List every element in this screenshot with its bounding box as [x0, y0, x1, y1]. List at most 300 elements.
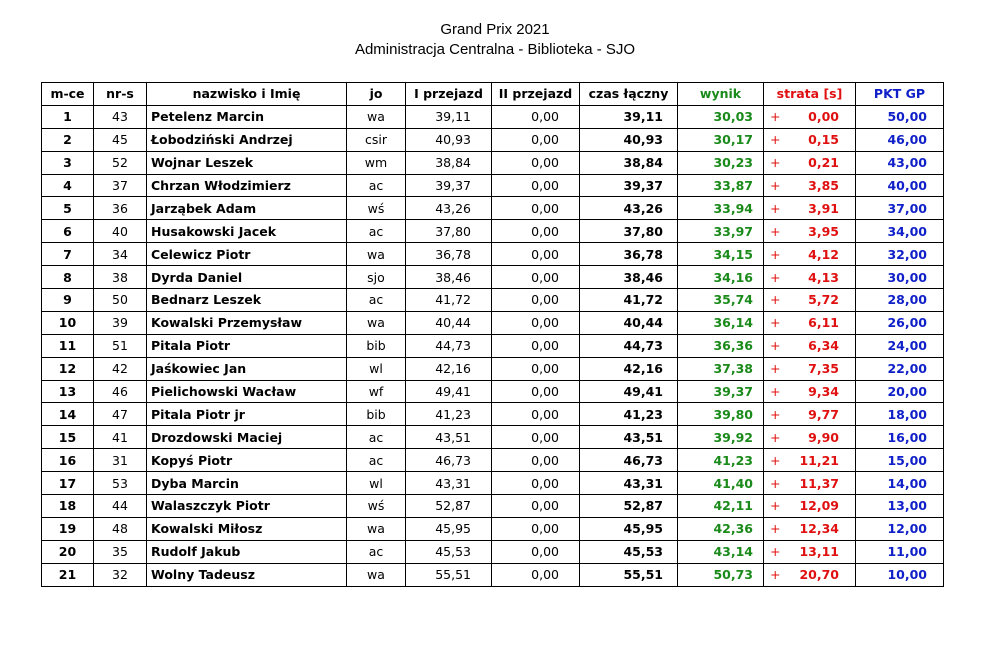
strata-plus-sign: +: [770, 406, 781, 422]
cell-wynik: 35,74: [678, 289, 764, 312]
cell-wynik: 36,14: [678, 311, 764, 334]
strata-value: 11,37: [799, 475, 839, 491]
table-row: [42, 243, 944, 266]
cell-strata: [764, 334, 856, 357]
cell-run2: 0,00: [492, 151, 580, 174]
strata-wrap: [768, 453, 851, 468]
cell-place: 13: [42, 380, 94, 403]
cell-name: Kowalski Przemysław: [147, 311, 347, 334]
cell-wynik: 39,92: [678, 426, 764, 449]
strata-plus-sign: +: [770, 498, 781, 514]
page-subtitle: Administracja Centralna - Biblioteka - SJO: [354, 41, 636, 58]
table-row: [42, 266, 944, 289]
cell-strata: [764, 472, 856, 495]
cell-run2: 0,00: [492, 540, 580, 563]
cell-name: Kopyś Piotr: [147, 449, 347, 472]
cell-jo: ac: [347, 289, 406, 312]
cell-total: 43,26: [580, 197, 678, 220]
cell-pkt: 26,00: [856, 311, 944, 334]
cell-strata: [764, 128, 856, 151]
cell-name: Drozdowski Maciej: [147, 426, 347, 449]
cell-jo: wa: [347, 311, 406, 334]
cell-jo: bib: [347, 403, 406, 426]
cell-place: 21: [42, 563, 94, 586]
cell-place: 2: [42, 128, 94, 151]
cell-strata: [764, 563, 856, 586]
cell-run2: 0,00: [492, 449, 580, 472]
strata-plus-sign: +: [770, 544, 781, 560]
cell-run2: 0,00: [492, 128, 580, 151]
cell-run2: 0,00: [492, 426, 580, 449]
cell-place: 5: [42, 197, 94, 220]
strata-plus-sign: +: [770, 384, 781, 400]
cell-nr: 47: [94, 403, 147, 426]
cell-strata: [764, 311, 856, 334]
cell-wynik: 33,87: [678, 174, 764, 197]
cell-wynik: 42,36: [678, 517, 764, 540]
cell-run2: 0,00: [492, 289, 580, 312]
strata-plus-sign: +: [770, 567, 781, 583]
cell-nr: 51: [94, 334, 147, 357]
cell-jo: ac: [347, 174, 406, 197]
cell-nr: 32: [94, 563, 147, 586]
cell-name: Pitala Piotr: [147, 334, 347, 357]
table-body: [42, 105, 944, 586]
cell-nr: 50: [94, 289, 147, 312]
cell-jo: sjo: [347, 266, 406, 289]
cell-name: Petelenz Marcin: [147, 105, 347, 128]
cell-jo: wś: [347, 495, 406, 518]
cell-run1: 42,16: [406, 357, 492, 380]
cell-pkt: 20,00: [856, 380, 944, 403]
cell-nr: 42: [94, 357, 147, 380]
cell-nr: 46: [94, 380, 147, 403]
cell-wynik: 50,73: [678, 563, 764, 586]
cell-nr: 34: [94, 243, 147, 266]
cell-strata: [764, 540, 856, 563]
strata-plus-sign: +: [770, 109, 781, 125]
cell-jo: wl: [347, 472, 406, 495]
table-row: [42, 289, 944, 312]
cell-total: 38,84: [580, 151, 678, 174]
cell-jo: wa: [347, 517, 406, 540]
cell-total: 41,72: [580, 289, 678, 312]
cell-run2: 0,00: [492, 334, 580, 357]
cell-total: 42,16: [580, 357, 678, 380]
cell-pkt: 28,00: [856, 289, 944, 312]
cell-jo: wl: [347, 357, 406, 380]
cell-name: Kowalski Miłosz: [147, 517, 347, 540]
cell-jo: wa: [347, 243, 406, 266]
strata-value: 9,34: [808, 384, 839, 400]
cell-run2: 0,00: [492, 403, 580, 426]
cell-jo: ac: [347, 449, 406, 472]
strata-wrap: [768, 201, 851, 216]
table-row: [42, 311, 944, 334]
cell-wynik: 39,37: [678, 380, 764, 403]
cell-place: 9: [42, 289, 94, 312]
strata-value: 0,21: [808, 155, 839, 171]
cell-total: 55,51: [580, 563, 678, 586]
page-title: Grand Prix 2021: [440, 21, 550, 38]
table-row: [42, 128, 944, 151]
header-pkt: PKT GP: [856, 83, 944, 106]
strata-plus-sign: +: [770, 429, 781, 445]
table-row: [42, 105, 944, 128]
cell-nr: 36: [94, 197, 147, 220]
cell-place: 11: [42, 334, 94, 357]
cell-pkt: 15,00: [856, 449, 944, 472]
cell-strata: [764, 517, 856, 540]
cell-pkt: 46,00: [856, 128, 944, 151]
strata-value: 9,77: [808, 406, 839, 422]
cell-strata: [764, 243, 856, 266]
cell-wynik: 37,38: [678, 357, 764, 380]
cell-pkt: 37,00: [856, 197, 944, 220]
strata-value: 20,70: [799, 567, 839, 583]
cell-place: 10: [42, 311, 94, 334]
cell-run2: 0,00: [492, 174, 580, 197]
table-row: [42, 563, 944, 586]
cell-pkt: 18,00: [856, 403, 944, 426]
cell-run2: 0,00: [492, 105, 580, 128]
cell-strata: [764, 357, 856, 380]
cell-place: 15: [42, 426, 94, 449]
cell-pkt: 22,00: [856, 357, 944, 380]
table-row: [42, 517, 944, 540]
table-row: [42, 540, 944, 563]
header-row: [42, 83, 944, 106]
strata-wrap: [768, 247, 851, 262]
strata-plus-sign: +: [770, 178, 781, 193]
strata-value: 0,15: [808, 132, 839, 148]
cell-pkt: 14,00: [856, 472, 944, 495]
cell-wynik: 33,94: [678, 197, 764, 220]
cell-pkt: 10,00: [856, 563, 944, 586]
cell-place: 1: [42, 105, 94, 128]
cell-wynik: 30,03: [678, 105, 764, 128]
strata-value: 6,11: [808, 315, 839, 331]
cell-name: Wolny Tadeusz: [147, 563, 347, 586]
cell-run1: 46,73: [406, 449, 492, 472]
table-row: [42, 174, 944, 197]
cell-strata: [764, 289, 856, 312]
strata-value: 12,34: [799, 521, 839, 537]
strata-value: 3,85: [808, 178, 839, 193]
cell-wynik: 39,80: [678, 403, 764, 426]
strata-plus-sign: +: [770, 315, 781, 331]
cell-pkt: 34,00: [856, 220, 944, 243]
cell-run2: 0,00: [492, 220, 580, 243]
table-row: [42, 357, 944, 380]
strata-value: 4,12: [808, 246, 839, 262]
strata-wrap: [768, 476, 851, 491]
cell-nr: 45: [94, 128, 147, 151]
cell-strata: [764, 403, 856, 426]
strata-value: 13,11: [799, 544, 839, 560]
strata-plus-sign: +: [770, 521, 781, 537]
cell-place: 17: [42, 472, 94, 495]
strata-plus-sign: +: [770, 292, 781, 308]
cell-run1: 40,93: [406, 128, 492, 151]
cell-wynik: 30,23: [678, 151, 764, 174]
header-nr: nr-s: [94, 83, 147, 106]
cell-jo: wś: [347, 197, 406, 220]
cell-nr: 53: [94, 472, 147, 495]
table-row: [42, 403, 944, 426]
cell-strata: [764, 380, 856, 403]
strata-value: 3,91: [808, 200, 839, 216]
header-wynik: wynik: [678, 83, 764, 106]
cell-name: Łobodziński Andrzej: [147, 128, 347, 151]
cell-run2: 0,00: [492, 563, 580, 586]
strata-wrap: [768, 567, 851, 582]
cell-jo: wf: [347, 380, 406, 403]
cell-run1: 43,51: [406, 426, 492, 449]
cell-run1: 43,26: [406, 197, 492, 220]
cell-pkt: 50,00: [856, 105, 944, 128]
strata-value: 9,90: [808, 429, 839, 445]
cell-place: 18: [42, 495, 94, 518]
cell-wynik: 34,16: [678, 266, 764, 289]
strata-value: 4,13: [808, 269, 839, 285]
cell-run1: 38,84: [406, 151, 492, 174]
cell-strata: [764, 105, 856, 128]
cell-pkt: 12,00: [856, 517, 944, 540]
cell-nr: 48: [94, 517, 147, 540]
strata-wrap: [768, 132, 851, 147]
strata-value: 12,09: [799, 498, 839, 514]
cell-strata: [764, 266, 856, 289]
strata-wrap: [768, 109, 851, 124]
cell-total: 40,44: [580, 311, 678, 334]
cell-nr: 43: [94, 105, 147, 128]
strata-wrap: [768, 270, 851, 285]
cell-pkt: 43,00: [856, 151, 944, 174]
cell-nr: 37: [94, 174, 147, 197]
strata-value: 7,35: [808, 361, 839, 377]
cell-run2: 0,00: [492, 357, 580, 380]
cell-total: 45,95: [580, 517, 678, 540]
cell-total: 41,23: [580, 403, 678, 426]
cell-name: Pielichowski Wacław: [147, 380, 347, 403]
header-place: m-ce: [42, 83, 94, 106]
cell-run1: 41,23: [406, 403, 492, 426]
cell-run2: 0,00: [492, 243, 580, 266]
cell-run2: 0,00: [492, 472, 580, 495]
table-row: [42, 495, 944, 518]
cell-place: 16: [42, 449, 94, 472]
cell-strata: [764, 449, 856, 472]
table-row: [42, 380, 944, 403]
cell-total: 43,31: [580, 472, 678, 495]
cell-run1: 41,72: [406, 289, 492, 312]
cell-place: 3: [42, 151, 94, 174]
cell-name: Chrzan Włodzimierz: [147, 174, 347, 197]
cell-nr: 40: [94, 220, 147, 243]
cell-run1: 43,31: [406, 472, 492, 495]
cell-jo: ac: [347, 220, 406, 243]
cell-total: 36,78: [580, 243, 678, 266]
cell-wynik: 43,14: [678, 540, 764, 563]
cell-total: 39,11: [580, 105, 678, 128]
cell-wynik: 30,17: [678, 128, 764, 151]
strata-value: 6,34: [808, 338, 839, 354]
strata-value: 3,95: [808, 223, 839, 239]
cell-pkt: 40,00: [856, 174, 944, 197]
cell-run2: 0,00: [492, 266, 580, 289]
cell-name: Rudolf Jakub: [147, 540, 347, 563]
cell-total: 45,53: [580, 540, 678, 563]
cell-run2: 0,00: [492, 380, 580, 403]
cell-jo: ac: [347, 540, 406, 563]
cell-pkt: 13,00: [856, 495, 944, 518]
strata-wrap: [768, 292, 851, 307]
cell-wynik: 41,23: [678, 449, 764, 472]
cell-run1: 45,95: [406, 517, 492, 540]
cell-nr: 52: [94, 151, 147, 174]
cell-jo: wa: [347, 105, 406, 128]
cell-name: Bednarz Leszek: [147, 289, 347, 312]
cell-run1: 52,87: [406, 495, 492, 518]
cell-run1: 36,78: [406, 243, 492, 266]
cell-nr: 31: [94, 449, 147, 472]
strata-wrap: [768, 498, 851, 513]
strata-value: 5,72: [808, 292, 839, 308]
cell-place: 4: [42, 174, 94, 197]
cell-wynik: 33,97: [678, 220, 764, 243]
strata-plus-sign: +: [770, 361, 781, 377]
strata-wrap: [768, 384, 851, 399]
strata-wrap: [768, 224, 851, 239]
strata-wrap: [768, 407, 851, 422]
header-strata: strata [s]: [764, 83, 856, 106]
strata-wrap: [768, 178, 851, 193]
strata-wrap: [768, 338, 851, 353]
cell-name: Dyba Marcin: [147, 472, 347, 495]
cell-total: 38,46: [580, 266, 678, 289]
table-row: [42, 472, 944, 495]
cell-run1: 45,53: [406, 540, 492, 563]
cell-total: 39,37: [580, 174, 678, 197]
cell-strata: [764, 220, 856, 243]
cell-name: Celewicz Piotr: [147, 243, 347, 266]
strata-plus-sign: +: [770, 475, 781, 491]
cell-wynik: 42,11: [678, 495, 764, 518]
cell-jo: ac: [347, 426, 406, 449]
cell-strata: [764, 197, 856, 220]
header-total: czas łączny: [580, 83, 678, 106]
table-row: [42, 426, 944, 449]
strata-plus-sign: +: [770, 155, 781, 171]
cell-run1: 44,73: [406, 334, 492, 357]
cell-total: 43,51: [580, 426, 678, 449]
cell-place: 20: [42, 540, 94, 563]
cell-pkt: 30,00: [856, 266, 944, 289]
cell-place: 12: [42, 357, 94, 380]
strata-plus-sign: +: [770, 269, 781, 285]
cell-place: 8: [42, 266, 94, 289]
cell-place: 19: [42, 517, 94, 540]
cell-name: Jaśkowiec Jan: [147, 357, 347, 380]
cell-place: 7: [42, 243, 94, 266]
cell-run2: 0,00: [492, 495, 580, 518]
cell-nr: 35: [94, 540, 147, 563]
cell-run1: 38,46: [406, 266, 492, 289]
strata-wrap: [768, 544, 851, 559]
cell-strata: [764, 495, 856, 518]
cell-place: 6: [42, 220, 94, 243]
cell-total: 44,73: [580, 334, 678, 357]
cell-run1: 37,80: [406, 220, 492, 243]
cell-pkt: 32,00: [856, 243, 944, 266]
strata-plus-sign: +: [770, 223, 781, 239]
results-table: [41, 82, 944, 587]
strata-wrap: [768, 430, 851, 445]
cell-strata: [764, 426, 856, 449]
cell-name: Dyrda Daniel: [147, 266, 347, 289]
cell-name: Jarząbek Adam: [147, 197, 347, 220]
table-row: [42, 151, 944, 174]
cell-run2: 0,00: [492, 517, 580, 540]
cell-name: Walaszczyk Piotr: [147, 495, 347, 518]
cell-total: 37,80: [580, 220, 678, 243]
title-block: [0, 20, 990, 60]
strata-value: 0,00: [808, 109, 839, 125]
cell-pkt: 24,00: [856, 334, 944, 357]
cell-strata: [764, 174, 856, 197]
cell-run1: 49,41: [406, 380, 492, 403]
strata-plus-sign: +: [770, 246, 781, 262]
cell-run1: 39,11: [406, 105, 492, 128]
strata-wrap: [768, 361, 851, 376]
strata-plus-sign: +: [770, 338, 781, 354]
cell-name: Wojnar Leszek: [147, 151, 347, 174]
cell-run2: 0,00: [492, 311, 580, 334]
cell-wynik: 36,36: [678, 334, 764, 357]
cell-strata: [764, 151, 856, 174]
cell-nr: 38: [94, 266, 147, 289]
cell-nr: 41: [94, 426, 147, 449]
cell-nr: 44: [94, 495, 147, 518]
cell-jo: wa: [347, 563, 406, 586]
cell-total: 46,73: [580, 449, 678, 472]
header-name: nazwisko i Imię: [147, 83, 347, 106]
strata-plus-sign: +: [770, 452, 781, 468]
cell-pkt: 11,00: [856, 540, 944, 563]
strata-wrap: [768, 315, 851, 330]
cell-run1: 39,37: [406, 174, 492, 197]
cell-nr: 39: [94, 311, 147, 334]
cell-run1: 55,51: [406, 563, 492, 586]
cell-pkt: 16,00: [856, 426, 944, 449]
cell-jo: bib: [347, 334, 406, 357]
cell-run2: 0,00: [492, 197, 580, 220]
header-run2: II przejazd: [492, 83, 580, 106]
strata-plus-sign: +: [770, 132, 781, 148]
table-row: [42, 449, 944, 472]
strata-plus-sign: +: [770, 200, 781, 216]
table-row: [42, 197, 944, 220]
cell-wynik: 41,40: [678, 472, 764, 495]
cell-run1: 40,44: [406, 311, 492, 334]
header-run1: I przejazd: [406, 83, 492, 106]
cell-total: 49,41: [580, 380, 678, 403]
header-jo: jo: [347, 83, 406, 106]
cell-place: 14: [42, 403, 94, 426]
strata-wrap: [768, 521, 851, 536]
cell-total: 52,87: [580, 495, 678, 518]
